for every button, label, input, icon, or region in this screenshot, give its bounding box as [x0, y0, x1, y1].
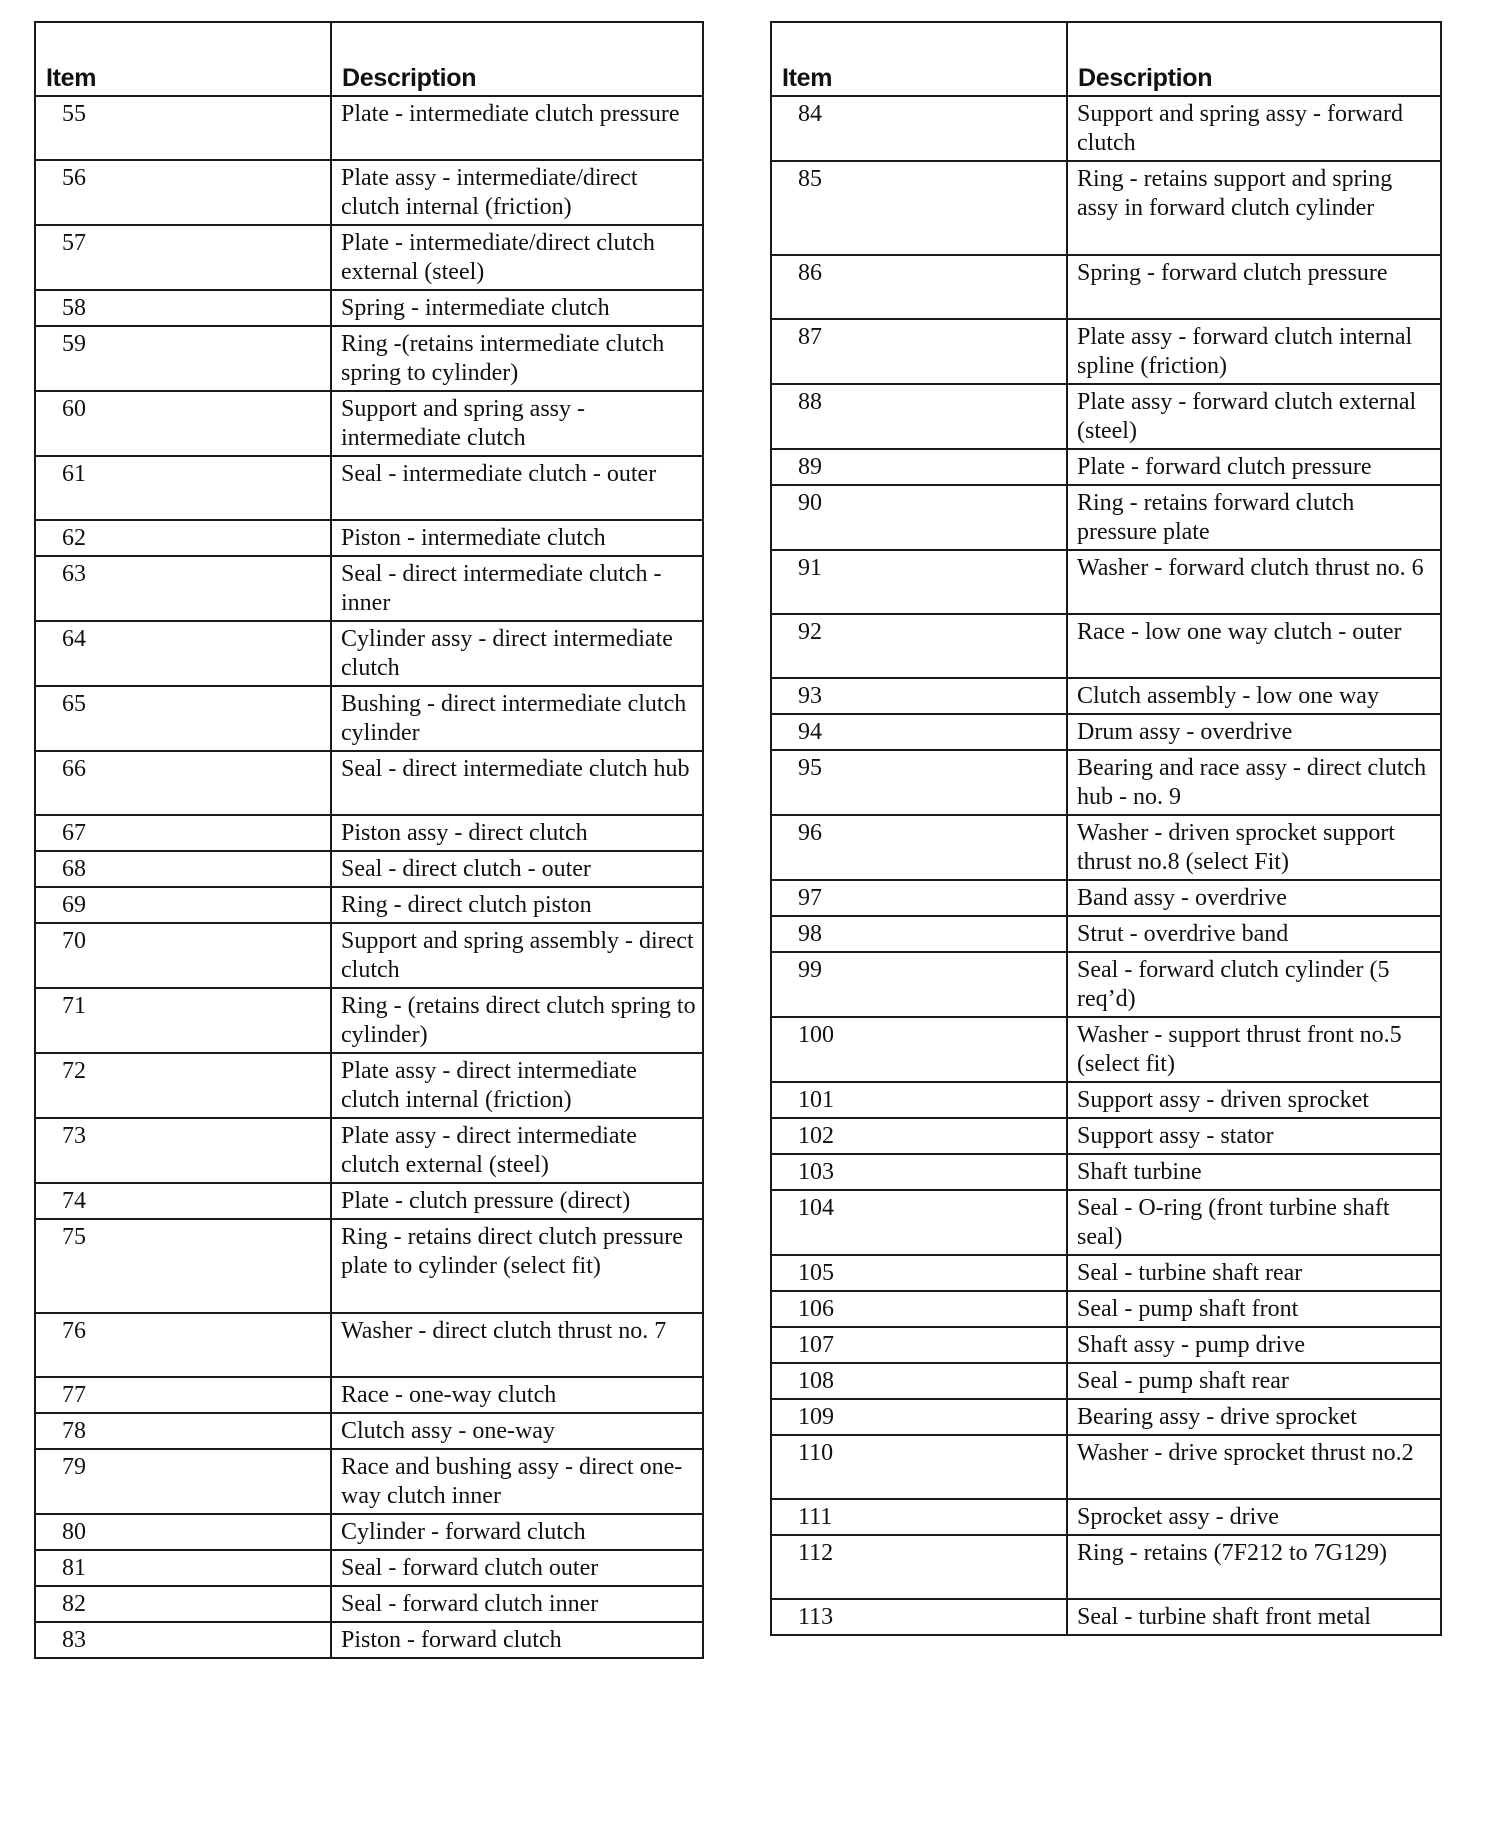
- item-header: Item: [771, 22, 1067, 96]
- item-number: 68: [35, 851, 331, 887]
- parts-table-left: [34, 21, 704, 1659]
- item-number: 113: [771, 1599, 1067, 1635]
- table-row: [771, 1154, 1441, 1190]
- table-row: [771, 714, 1441, 750]
- item-number: 89: [771, 449, 1067, 485]
- item-number: 110: [771, 1435, 1067, 1499]
- item-description: Spring - intermediate clutch: [331, 290, 703, 326]
- table-row: [35, 326, 703, 391]
- parts-table-right-body: [771, 96, 1441, 1635]
- item-description: Ring - retains support and spring assy in forward clutch cylinder: [1067, 161, 1441, 255]
- table-row: [771, 750, 1441, 815]
- table-row: [771, 614, 1441, 678]
- item-number: 83: [35, 1622, 331, 1658]
- table-row: [771, 96, 1441, 161]
- item-number: 64: [35, 621, 331, 686]
- table-row: [35, 456, 703, 520]
- item-number: 76: [35, 1313, 331, 1377]
- header-row: [771, 22, 1441, 96]
- item-number: 98: [771, 916, 1067, 952]
- item-number: 101: [771, 1082, 1067, 1118]
- item-description: Sprocket assy - drive: [1067, 1499, 1441, 1535]
- table-row: [35, 1118, 703, 1183]
- table-row: [35, 1183, 703, 1219]
- item-number: 70: [35, 923, 331, 988]
- item-description: Band assy - overdrive: [1067, 880, 1441, 916]
- parts-table-left-body: [35, 96, 703, 1658]
- item-description: Washer - direct clutch thrust no. 7: [331, 1313, 703, 1377]
- item-description: Seal - direct intermediate clutch hub: [331, 751, 703, 815]
- table-row: [771, 952, 1441, 1017]
- header-row: [35, 22, 703, 96]
- item-description: Seal - forward clutch outer: [331, 1550, 703, 1586]
- table-row: [35, 1514, 703, 1550]
- item-description: Plate - clutch pressure (direct): [331, 1183, 703, 1219]
- item-description: Shaft turbine: [1067, 1154, 1441, 1190]
- item-description: Race - one-way clutch: [331, 1377, 703, 1413]
- table-row: [771, 550, 1441, 614]
- item-number: 61: [35, 456, 331, 520]
- table-row: [35, 556, 703, 621]
- item-number: 85: [771, 161, 1067, 255]
- table-row: [771, 916, 1441, 952]
- item-description: Ring - retains forward clutch pressure plate: [1067, 485, 1441, 550]
- item-description: Seal - turbine shaft front metal: [1067, 1599, 1441, 1635]
- table-row: [35, 851, 703, 887]
- item-number: 62: [35, 520, 331, 556]
- item-number: 55: [35, 96, 331, 160]
- table-row: [35, 1586, 703, 1622]
- description-header: Description: [331, 22, 703, 96]
- item-description: Seal - intermediate clutch - outer: [331, 456, 703, 520]
- item-number: 60: [35, 391, 331, 456]
- item-description: Support and spring assy - forward clutch: [1067, 96, 1441, 161]
- item-number: 107: [771, 1327, 1067, 1363]
- item-description: Piston - forward clutch: [331, 1622, 703, 1658]
- item-number: 79: [35, 1449, 331, 1514]
- item-number: 80: [35, 1514, 331, 1550]
- item-description: Plate assy - direct intermediate clutch internal (friction): [331, 1053, 703, 1118]
- item-number: 102: [771, 1118, 1067, 1154]
- item-number: 90: [771, 485, 1067, 550]
- table-row: [771, 1082, 1441, 1118]
- table-row: [771, 485, 1441, 550]
- item-description: Race and bushing assy - direct one-way clutch inner: [331, 1449, 703, 1514]
- table-row: [771, 1118, 1441, 1154]
- item-description: Ring - retains direct clutch pressure plate to cylinder (select fit): [331, 1219, 703, 1313]
- table-row: [35, 1313, 703, 1377]
- table-row: [771, 161, 1441, 255]
- table-row: [771, 1499, 1441, 1535]
- item-number: 100: [771, 1017, 1067, 1082]
- item-number: 59: [35, 326, 331, 391]
- table-row: [771, 1255, 1441, 1291]
- item-description: Support and spring assy - intermediate clutch: [331, 391, 703, 456]
- item-description: Ring - retains (7F212 to 7G129): [1067, 1535, 1441, 1599]
- table-row: [35, 923, 703, 988]
- table-row: [771, 1535, 1441, 1599]
- item-description: Piston assy - direct clutch: [331, 815, 703, 851]
- item-number: 95: [771, 750, 1067, 815]
- table-row: [35, 621, 703, 686]
- table-row: [35, 1053, 703, 1118]
- item-description: Support assy - driven sprocket: [1067, 1082, 1441, 1118]
- item-number: 77: [35, 1377, 331, 1413]
- item-number: 58: [35, 290, 331, 326]
- item-number: 105: [771, 1255, 1067, 1291]
- item-number: 109: [771, 1399, 1067, 1435]
- table-row: [35, 1550, 703, 1586]
- item-number: 81: [35, 1550, 331, 1586]
- item-description: Bearing and race assy - direct clutch hub - no. 9: [1067, 750, 1441, 815]
- table-row: [771, 1399, 1441, 1435]
- item-number: 104: [771, 1190, 1067, 1255]
- item-number: 93: [771, 678, 1067, 714]
- item-description: Piston - intermediate clutch: [331, 520, 703, 556]
- table-row: [35, 160, 703, 225]
- table-row: [771, 449, 1441, 485]
- item-description: Strut - overdrive band: [1067, 916, 1441, 952]
- table-row: [771, 880, 1441, 916]
- table-row: [771, 815, 1441, 880]
- table-row: [35, 290, 703, 326]
- item-description: Bushing - direct intermediate clutch cylinder: [331, 686, 703, 751]
- item-description: Plate assy - forward clutch external (steel): [1067, 384, 1441, 449]
- table-row: [35, 1219, 703, 1313]
- table-row: [35, 1449, 703, 1514]
- item-number: 111: [771, 1499, 1067, 1535]
- table-row: [771, 678, 1441, 714]
- table-row: [771, 1435, 1441, 1499]
- item-number: 94: [771, 714, 1067, 750]
- item-description: Seal - O-ring (front turbine shaft seal): [1067, 1190, 1441, 1255]
- item-number: 74: [35, 1183, 331, 1219]
- item-description: Plate assy - forward clutch internal spline (friction): [1067, 319, 1441, 384]
- table-row: [771, 255, 1441, 319]
- item-number: 69: [35, 887, 331, 923]
- item-description: Seal - direct intermediate clutch - inner: [331, 556, 703, 621]
- item-description: Support and spring assembly - direct clutch: [331, 923, 703, 988]
- item-number: 88: [771, 384, 1067, 449]
- item-description: Seal - forward clutch inner: [331, 1586, 703, 1622]
- item-number: 66: [35, 751, 331, 815]
- item-description: Washer - drive sprocket thrust no.2: [1067, 1435, 1441, 1499]
- item-number: 103: [771, 1154, 1067, 1190]
- table-row: [35, 815, 703, 851]
- item-description: Drum assy - overdrive: [1067, 714, 1441, 750]
- item-description: Cylinder assy - direct intermediate clutch: [331, 621, 703, 686]
- item-number: 96: [771, 815, 1067, 880]
- item-description: Seal - pump shaft rear: [1067, 1363, 1441, 1399]
- item-number: 56: [35, 160, 331, 225]
- table-row: [35, 751, 703, 815]
- item-description: Washer - forward clutch thrust no. 6: [1067, 550, 1441, 614]
- item-description: Clutch assy - one-way: [331, 1413, 703, 1449]
- table-row: [35, 1622, 703, 1658]
- item-number: 63: [35, 556, 331, 621]
- item-description: Washer - support thrust front no.5 (select fit): [1067, 1017, 1441, 1082]
- item-description: Shaft assy - pump drive: [1067, 1327, 1441, 1363]
- item-description: Bearing assy - drive sprocket: [1067, 1399, 1441, 1435]
- item-number: 99: [771, 952, 1067, 1017]
- item-number: 57: [35, 225, 331, 290]
- table-row: [35, 225, 703, 290]
- item-number: 67: [35, 815, 331, 851]
- item-description: Seal - forward clutch cylinder (5 req’d): [1067, 952, 1441, 1017]
- item-number: 106: [771, 1291, 1067, 1327]
- table-row: [35, 96, 703, 160]
- parts-table-right: [770, 21, 1442, 1636]
- table-row: [35, 1377, 703, 1413]
- table-row: [35, 391, 703, 456]
- table-row: [771, 1363, 1441, 1399]
- item-number: 75: [35, 1219, 331, 1313]
- table-row: [771, 1599, 1441, 1635]
- table-row: [771, 319, 1441, 384]
- item-description: Plate - intermediate/direct clutch external (steel): [331, 225, 703, 290]
- table-row: [35, 887, 703, 923]
- item-header: Item: [35, 22, 331, 96]
- item-description: Ring - direct clutch piston: [331, 887, 703, 923]
- table-row: [771, 1017, 1441, 1082]
- table-row: [35, 988, 703, 1053]
- item-number: 84: [771, 96, 1067, 161]
- description-header: Description: [1067, 22, 1441, 96]
- item-description: Seal - pump shaft front: [1067, 1291, 1441, 1327]
- item-number: 71: [35, 988, 331, 1053]
- item-number: 87: [771, 319, 1067, 384]
- item-number: 82: [35, 1586, 331, 1622]
- item-number: 78: [35, 1413, 331, 1449]
- item-description: Seal - direct clutch - outer: [331, 851, 703, 887]
- item-description: Plate assy - intermediate/direct clutch internal (friction): [331, 160, 703, 225]
- item-number: 97: [771, 880, 1067, 916]
- item-number: 112: [771, 1535, 1067, 1599]
- item-number: 91: [771, 550, 1067, 614]
- table-row: [771, 1327, 1441, 1363]
- table-row: [771, 384, 1441, 449]
- item-description: Race - low one way clutch - outer: [1067, 614, 1441, 678]
- item-number: 86: [771, 255, 1067, 319]
- table-row: [35, 520, 703, 556]
- item-number: 108: [771, 1363, 1067, 1399]
- item-description: Ring -(retains intermediate clutch spring to cylinder): [331, 326, 703, 391]
- item-number: 72: [35, 1053, 331, 1118]
- item-description: Plate - intermediate clutch pressure: [331, 96, 703, 160]
- table-row: [35, 1413, 703, 1449]
- item-description: Cylinder - forward clutch: [331, 1514, 703, 1550]
- item-number: 65: [35, 686, 331, 751]
- item-number: 92: [771, 614, 1067, 678]
- item-description: Washer - driven sprocket support thrust no.8 (select Fit): [1067, 815, 1441, 880]
- item-description: Ring - (retains direct clutch spring to cylinder): [331, 988, 703, 1053]
- item-description: Seal - turbine shaft rear: [1067, 1255, 1441, 1291]
- table-row: [35, 686, 703, 751]
- item-description: Plate assy - direct intermediate clutch external (steel): [331, 1118, 703, 1183]
- item-description: Plate - forward clutch pressure: [1067, 449, 1441, 485]
- item-description: Clutch assembly - low one way: [1067, 678, 1441, 714]
- table-row: [771, 1190, 1441, 1255]
- item-description: Spring - forward clutch pressure: [1067, 255, 1441, 319]
- item-description: Support assy - stator: [1067, 1118, 1441, 1154]
- item-number: 73: [35, 1118, 331, 1183]
- table-row: [771, 1291, 1441, 1327]
